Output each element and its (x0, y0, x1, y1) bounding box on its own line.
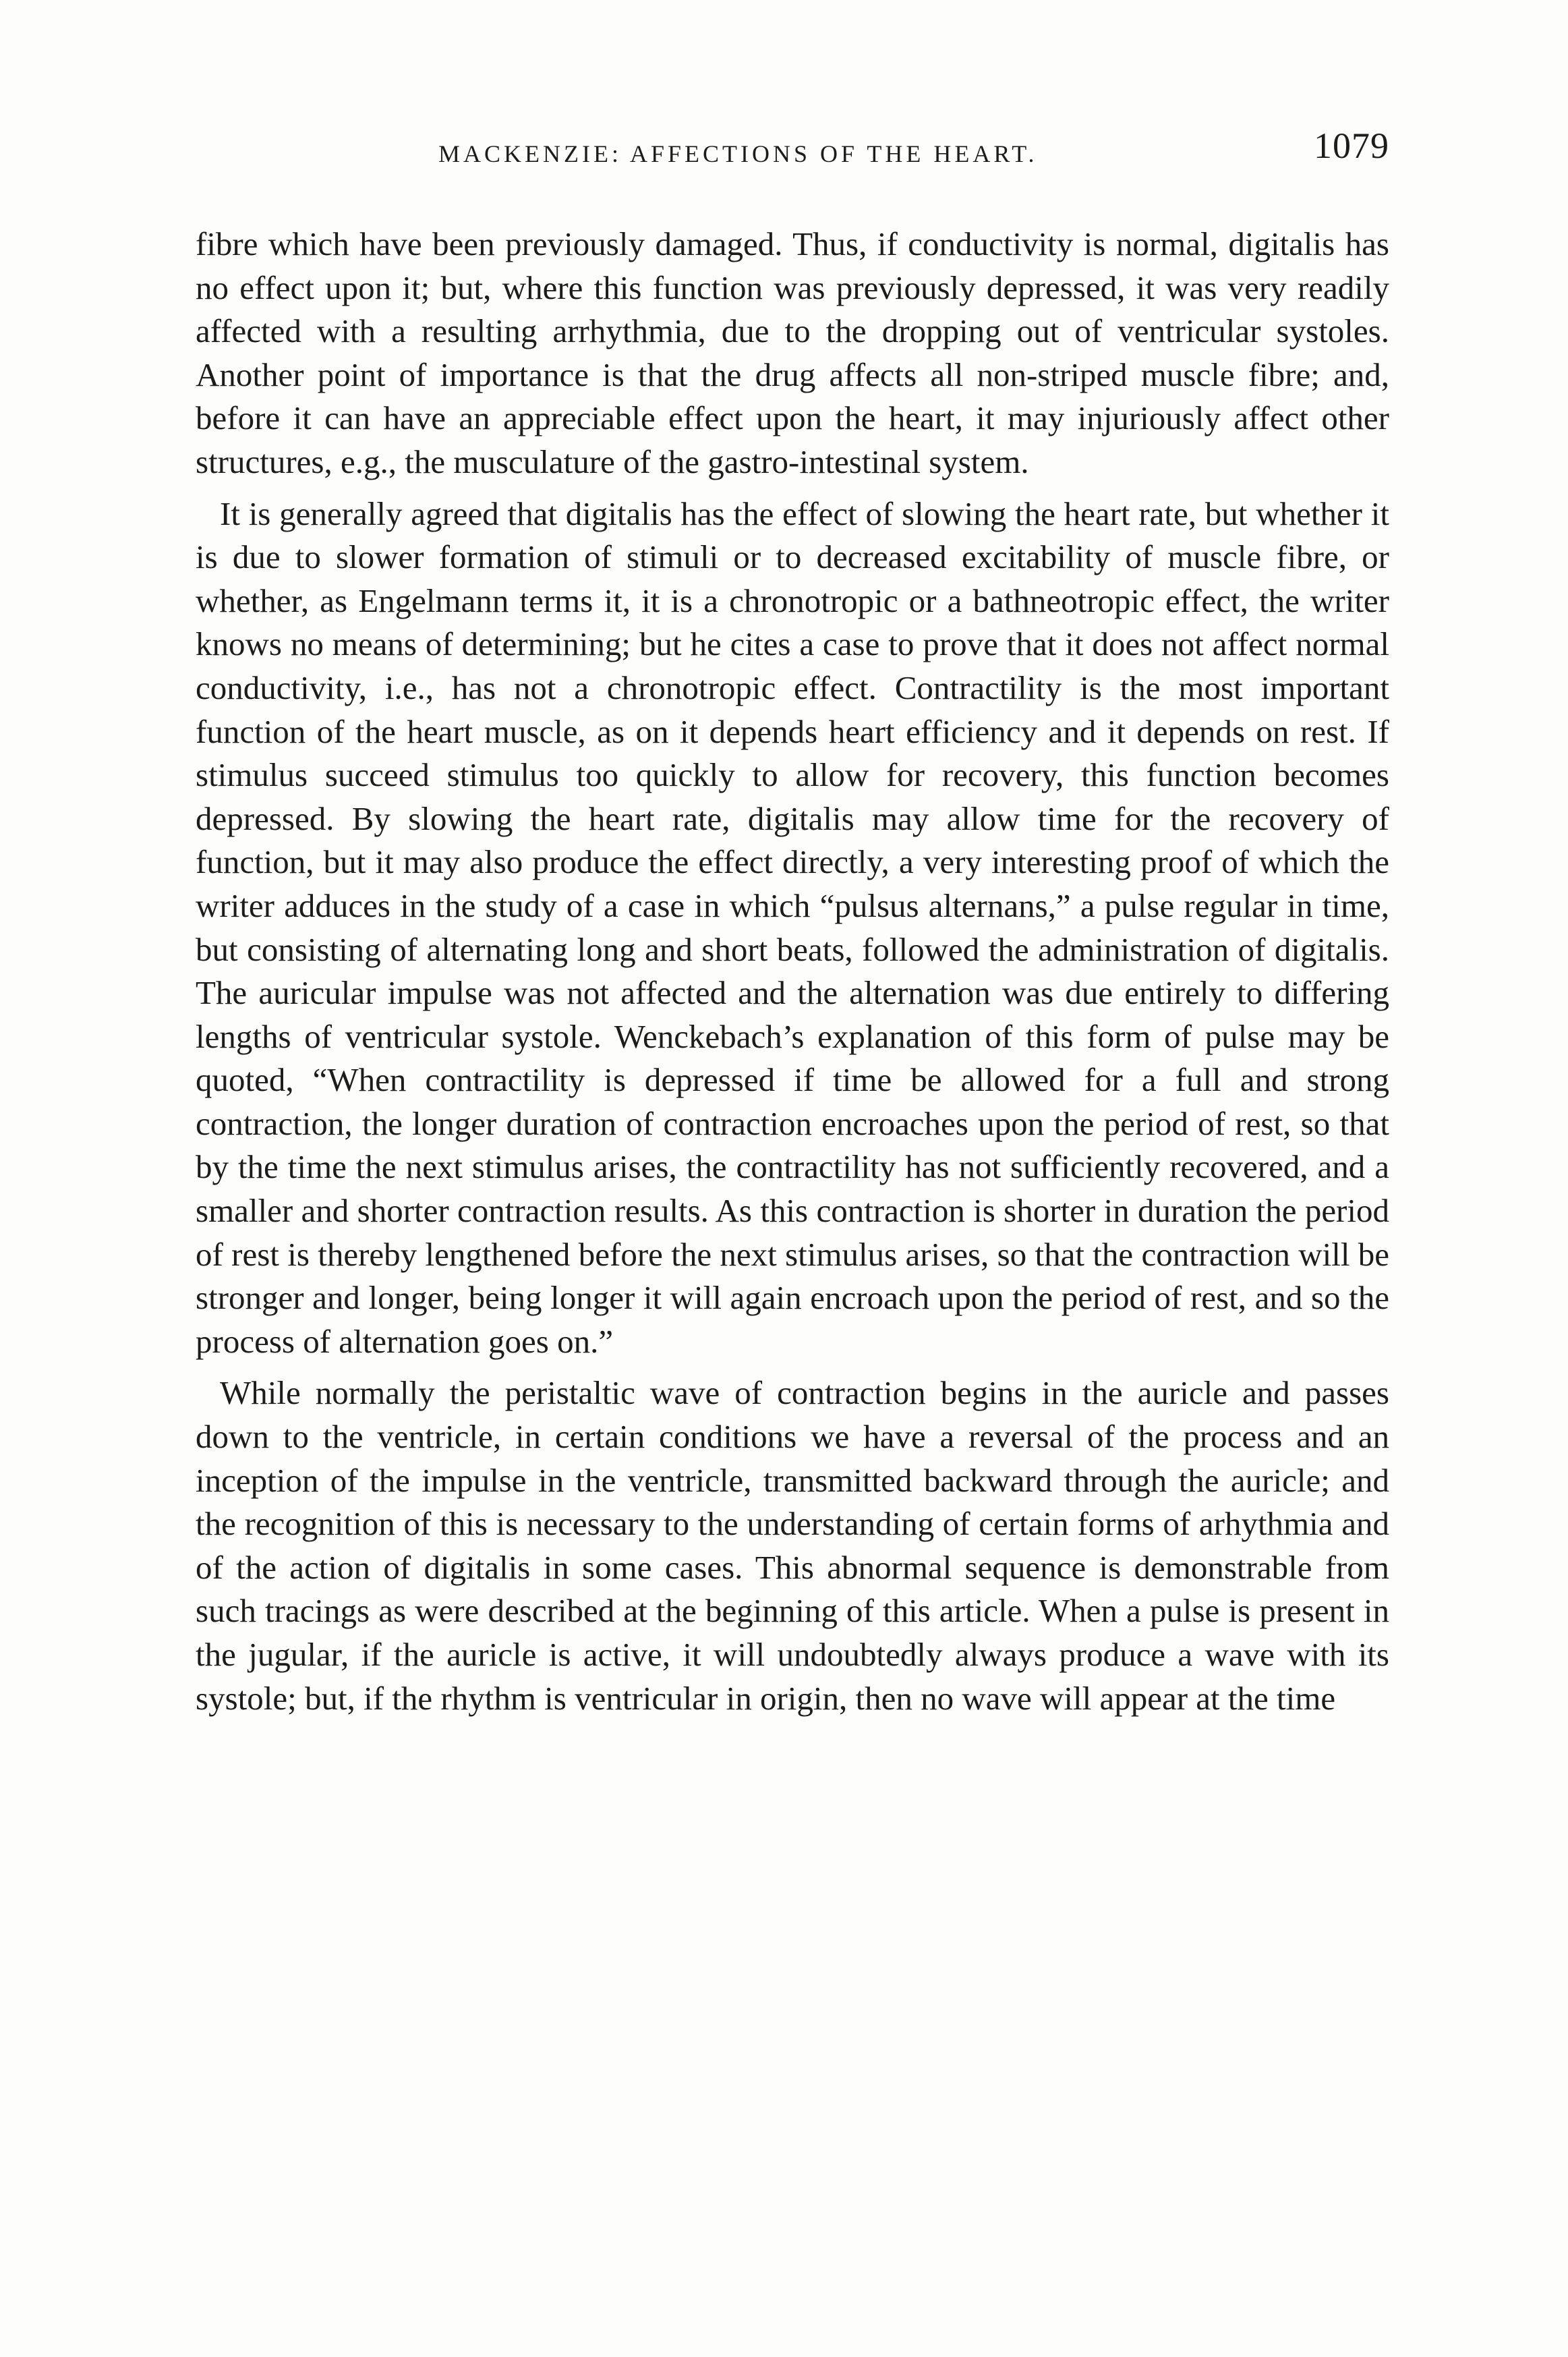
running-title: MACKENZIE: AFFECTIONS OF THE HEART. (438, 140, 1038, 167)
paragraph-digitalis-heart-rate: It is generally agreed that digitalis has the effect of slowing the heart rate, but whether it is due to slower formation of stimuli or to decreased excitability of muscle fibre, or whether, as Engelmann terms it, it is a chronotropic or a bathneotropic effect, the writer knows no means of determining; but he cites a case to prove that it does not affect normal conductivity, i.e., has not a chronotropic effect. Contractility is the most important function of the heart muscle, as on it depends heart efficiency and it depends on rest. If stimulus succeed stimulus too quickly to allow for recovery, this function becomes depressed. By slowing the heart rate, digitalis may allow time for the recovery of function, but it may also produce the effect directly, a very interesting proof of which the writer adduces in the study of a case in which “pulsus alternans,” a pulse regular in time, but consisting of alternating long and short beats, followed the administration of digitalis. The auricular impulse was not affected and the alternation was due entirely to differing lengths of ventricular systole. Wenckebach’s explanation of this form of pulse may be quoted, “When contractility is depressed if time be allowed for a full and strong contraction, the longer duration of contraction encroaches upon the period of rest, so that by the time the next stimulus arises, the contractility has not sufficiently recovered, and a smaller and shorter contraction results. As this contraction is shorter in duration the period of rest is thereby lengthened before the next stimulus arises, so that the contraction will be stronger and longer, being longer it will again encroach upon the period of rest, and so the process of alternation goes on.” (196, 494, 1389, 1360)
running-head (196, 125, 1389, 186)
paragraph-peristaltic-wave: While normally the peristaltic wave of contraction begins in the auricle and passes down to the ventricle, in certain conditions we have a reversal of the process and an inception of the impulse in the ventricle, transmitted backward through the auricle; and the recognition of this is necessary to the understanding of certain forms of arhythmia and of the action of digitalis in some cases. This abnormal sequence is demonstrable from such tracings as were described at the beginning of this article. When a pulse is present in the jugular, if the auricle is active, it will undoubtedly always produce a wave with its systole; but, if the rhythm is ventricular in origin, then no wave will appear at the time (196, 1374, 1389, 1717)
body-text (196, 223, 1389, 1720)
page-number: 1079 (1314, 125, 1389, 166)
paragraph-continued: fibre which have been previously damaged. Thus, if conductivity is normal, digitalis has no effect upon it; but, where this function was previously depressed, it was very readily affected with a resulting arrhythmia, due to the dropping out of ventricular systoles. Another point of importance is that the drug affects all non-striped muscle fibre; and, before it can have an appreciable effect upon the heart, it may injuriously affect other structures, e.g., the musculature of the gastro-intestinal system. (196, 225, 1389, 480)
